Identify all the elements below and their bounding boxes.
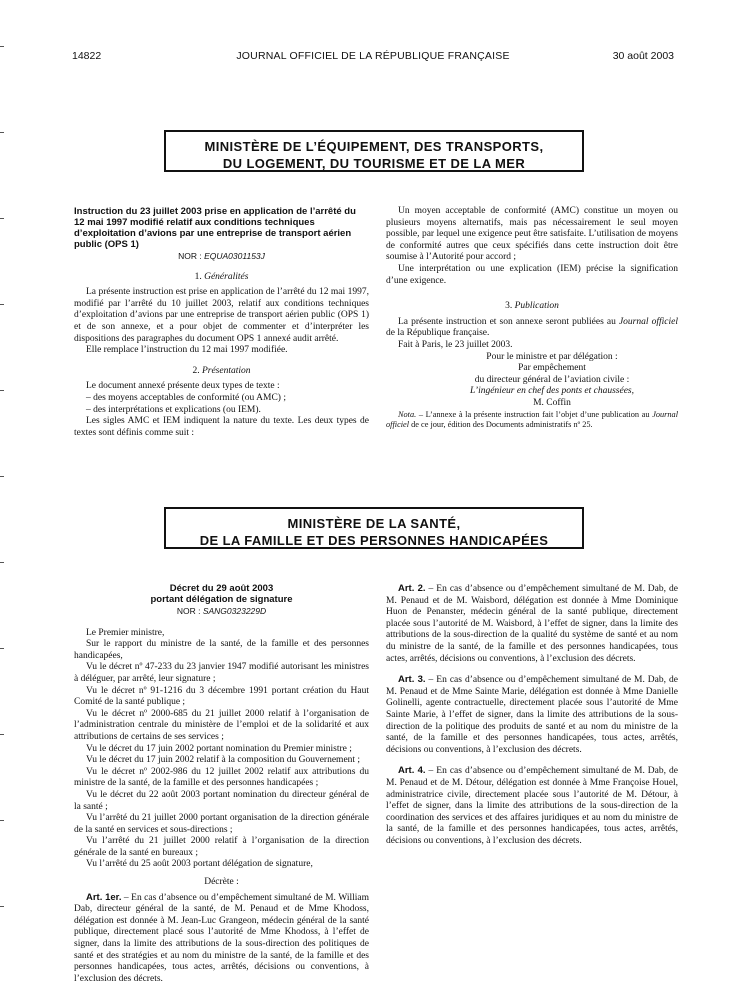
paragraph: Vu le décret nº 47-233 du 23 janvier 1947 modifié autorisant les ministres à déléguer, par arrêté, leur signature ;: [74, 662, 369, 684]
list-item: – des moyens acceptables de conformité (ou AMC) ;: [86, 392, 286, 403]
page-number: 14822: [72, 50, 102, 62]
paragraph: Une interprétation ou une explication (IEM) précise la signification d’une exigence.: [386, 263, 678, 286]
nor-code: SANG0323229D: [202, 606, 267, 616]
paragraph: Vu l’arrêté du 21 juillet 2000 relatif à l’organisation de la direction générale de la santé en bureaux ;: [74, 836, 369, 858]
paragraph: Le document annexé présente deux types de texte :: [86, 381, 280, 392]
text-run-italic: Journal officiel: [386, 409, 678, 429]
ministry-heading-line: MINISTÈRE DE L’ÉQUIPEMENT, DES TRANSPORTS,: [204, 139, 544, 154]
nor-code: EQUA0301153J: [204, 251, 265, 261]
section-title: Publication: [514, 301, 559, 312]
nota-note: [386, 410, 678, 430]
article-label: Art. 1er.: [86, 891, 122, 903]
instruction-title: Instruction du 23 juillet 2003 prise en application de l’arrêté du 12 mai 1997 modifié relatif aux conditions techniques d’exploitation d’avions par une entreprise de transport aérien public (OPS 1): [74, 206, 356, 250]
article-label: Art. 3.: [398, 674, 426, 686]
page-header: [72, 50, 674, 66]
nor-reference: [74, 251, 369, 263]
nor-reference: [74, 606, 369, 618]
decrete-heading: Décrète :: [204, 877, 239, 888]
paragraph: Fait à Paris, le 23 juillet 2003.: [398, 339, 513, 350]
paragraph: Vu le décret nº 2000-685 du 21 juillet 2000 relatif à l’organisation de l’administration centrale du ministère de l’emploi et de la solidarité et aux attributions de certains de ses services ;: [74, 708, 369, 742]
section-heading: [386, 301, 678, 313]
section-title: Généralités: [204, 271, 249, 282]
ministry-heading-line: MINISTÈRE DE LA SANTÉ,: [287, 516, 461, 531]
decret-column-right: [386, 583, 678, 847]
article-4: [386, 765, 678, 847]
text-run: de ce jour, édition des Documents administratifs nº 25.: [409, 419, 593, 429]
signature-block: [426, 352, 678, 410]
article-3: [386, 674, 678, 756]
article-label: Art. 4.: [398, 765, 426, 777]
section-number: 3.: [505, 301, 513, 312]
decret-title: Décret du 29 août 2003: [169, 583, 274, 594]
paragraph: Vu l’arrêté du 25 août 2003 portant délégation de signature,: [86, 859, 313, 870]
instruction-column-left: [74, 206, 369, 439]
signature-line: L’ingénieur en chef des ponts et chaussées,: [469, 386, 634, 397]
article-label: Art. 2.: [398, 583, 426, 594]
paragraph: Vu le décret nº 91-1216 du 3 décembre 1991 portant création du Haut Comité de la santé publique ;: [74, 685, 369, 708]
ministry-heading-line: DU LOGEMENT, DU TOURISME ET DE LA MER: [222, 156, 526, 171]
article-text: – En cas d’absence ou d’empêchement simultané de M. Dab, de M. Penaud et de Mme Sainte Marie, délégation est donnée à Mme Danielle Golinelli, agente contractuelle, directement placée sous l’autorité de Mme Sainte Marie, à l’effet de signer, dans la limite des attributions de la sous-direction de la politique des produits de santé et au nom du ministre de la santé, de la famille et des personnes handicapées, tous actes, arrêtés, décisions ou conventions, à l’exclusion des décrets.: [386, 675, 678, 755]
publication-date: 30 août 2003: [612, 50, 674, 62]
decret-subtitle: portant délégation de signature: [150, 594, 293, 605]
signature-line: Par empêchement: [518, 363, 586, 374]
paragraph: Elle remplace l’instruction du 12 mai 1997 modifiée.: [86, 345, 288, 356]
instruction-column-right: [386, 206, 678, 430]
text-run: – L’annexe à la présente instruction fait l’objet d’une publication au: [416, 409, 653, 419]
article-text: – En cas d’absence ou d’empêchement simultané de M. Dab, de M. Penaud et de M. Détour, délégation est donnée à Mme Françoise Houel, administratrice civile, directement placée sous l’autorité de M. Détour, à l’effet de signer, dans la limite des attributions de la sous-direction de la coordination des services et des affaires juridiques et au nom du ministre de la santé, de la famille et des personnes handicapées, tous actes, arrêtés, décisions ou conventions, à l’exclusion des décrets.: [386, 766, 678, 846]
nor-label: NOR :: [178, 251, 202, 261]
article-text: – En cas d’absence ou d’empêchement simultané de M. William Dab, directeur général de la santé, de M. Penaud et de Mme Khodoss, délégation est donnée à M. Jean-Luc Grangeon, médecin général de la santé publique, directement placé sous l’autorité de Mme Khodoss, à l’effet de signer, dans la limite des attributions de la sous-direction des politiques de santé et des stratégies et au nom du ministre de la santé, de la famille et des personnes handicapées, tous actes, arrêtés, décisions ou conventions, à l’exclusion des décrets.: [74, 892, 369, 984]
article-text: – En cas d’absence ou d’empêchement simultané de M. Dab, de M. Penaud et de M. Waisbord, délégation est donnée à Mme Dominique Huon de Penanster, médecin général de la santé publique, directement placée sous l’autorité de M. Waisbord, à l’effet de signer, dans la limite des attributions de la sous-direction de la qualité du système de santé et au nom du ministre de la santé, de la famille et des personnes handicapées, tous actes, arrêtés, décisions ou conventions, à l’exclusion des décrets.: [386, 584, 678, 664]
margin-ticks: [0, 0, 4, 990]
signature-name: M. Coffin: [533, 397, 571, 408]
article-1: [74, 892, 369, 986]
paragraph: Sur le rapport du ministre de la santé, de la famille et des personnes handicapées,: [74, 639, 369, 661]
article-2: [386, 583, 678, 665]
paragraph: Vu le décret du 17 juin 2002 portant nomination du Premier ministre ;: [86, 743, 352, 754]
signature-line: du directeur général de l’aviation civile :: [474, 374, 630, 385]
journal-title: JOURNAL OFFICIEL DE LA RÉPUBLIQUE FRANÇAISE: [236, 50, 510, 62]
paragraph: Un moyen acceptable de conformité (AMC) constitue un moyen ou plusieurs moyens alternatifs, mais pas nécessairement le seul moyen possible, par lequel une exigence peut être satisfaite. L’utilisation de moyens de conformité autres que ceux spécifiés dans cette instruction doit être soumise à l’Autorité pour accord ;: [386, 206, 678, 263]
nota-label: Nota.: [398, 409, 417, 419]
paragraph: La présente instruction est prise en application de l’arrêté du 12 mai 1997, modifié par l’arrêté du 10 juillet 2003, relatif aux conditions techniques d’exploitation d’avions par une entreprise de transport aérien public (OPS 1) et de son annexe, et a pour objet de commenter et d’interpréter les dispositions des paragraphes du document OPS 1 annexé audit arrêté.: [74, 287, 369, 344]
text-run: de la République française.: [386, 328, 490, 339]
paragraph: Le Premier ministre,: [86, 627, 165, 638]
paragraph: Les sigles AMC et IEM indiquent la nature du texte. Les deux types de textes sont définis comme suit :: [74, 416, 369, 438]
text-run-italic: Journal officiel: [618, 316, 678, 327]
paragraph: Vu le décret du 17 juin 2002 relatif à la composition du Gouvernement ;: [86, 755, 361, 766]
ministry-equipement-heading: [164, 130, 584, 172]
paragraph: Vu le décret nº 2002-986 du 12 juillet 2002 relatif aux attributions du ministre de la santé, de la famille et des personnes handicapées ;: [74, 766, 369, 789]
ministry-sante-heading: [164, 507, 584, 549]
section-number: 1.: [194, 271, 202, 282]
nor-label: NOR :: [176, 606, 201, 616]
section-number: 2.: [192, 365, 200, 376]
decret-column-left: [74, 583, 369, 985]
text-run: La présente instruction et son annexe seront publiées au: [398, 316, 619, 327]
paragraph: [386, 317, 678, 340]
ministry-heading-line: DE LA FAMILLE ET DES PERSONNES HANDICAPÉES: [199, 533, 549, 548]
section-heading: [74, 272, 369, 284]
signature-line: Pour le ministre et par délégation :: [486, 351, 618, 362]
section-heading: [74, 366, 369, 378]
paragraph: Vu l’arrêté du 21 juillet 2000 portant organisation de la direction générale de la santé en services et sous-directions ;: [74, 813, 369, 835]
paragraph: Vu le décret du 22 août 2003 portant nomination du directeur général de la santé ;: [74, 789, 369, 812]
section-title: Présentation: [201, 365, 251, 376]
list-item: – des interprétations et explications (ou IEM).: [86, 404, 261, 415]
